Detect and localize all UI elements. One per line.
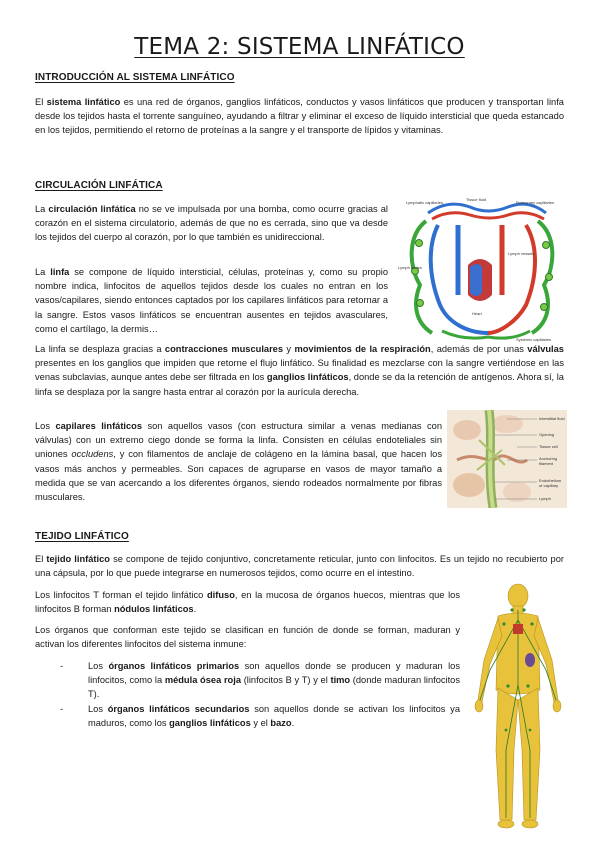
lymph-capillary-diagram [447,410,567,508]
circulation-paragraph-1: La circulación linfática no se ve impulsada por una bomba, como ocurre gracias al corazón en el sistema circulatorio, además de que no es cerrada, sino que va desde los tejidos del cuerpo al corazón, por lo que también es unidireccional. [35,204,388,243]
list-item: - Los órganos linfáticos primarios son aquellos donde se producen y maduran los linfocitos, como la médula ósea roja (linfocitos B y T) y el timo (donde maduran linfocitos T). [60,661,460,700]
human-lymphatic-body-figure [468,580,568,836]
intro-paragraph: El sistema linfático es una red de órganos, ganglios linfáticos, conductos y vasos linfáticos que producen y transportan linfa desde los tejidos hasta el torrente sanguíneo, ayudando a filtrar y eliminar el exceso de líquido intersticial que queda estancado en los tejidos, permitiendo el retorno de proteínas a la sangre y el transporte de lípidos y vitaminas. [35,97,564,136]
lymphatic-circulation-diagram [398,195,566,343]
capillary-label: of capillary [539,483,559,488]
capillary-label: filament [539,461,554,466]
diagram-label: Lymphatic capillaries [406,200,443,205]
capillary-label: Anchoring [539,456,558,461]
section-heading-circulation: CIRCULACIÓN LINFÁTICA [35,180,163,191]
diagram-label: Heart [472,311,482,316]
page-title: TEMA 2: SISTEMA LINFÁTICO [134,34,465,60]
tissue-paragraph-3: Los órganos que conforman este tejido se clasifican en función de donde se forman, maduran y activan los diferentes linfocitos del sistema inmune: [35,625,460,650]
circulation-paragraph-3: La linfa se desplaza gracias a contracciones musculares y movimientos de la respiración, además de por unas válvulas presentes en los ganglios que impiden que retorne el flujo linfático. Su finalidad es mezclarse con la sangre vertiéndose en las venas subclavias, aunque antes debe ser filtrada en los ganglios linfáticos, donde se da la retención de antígenos. Ahora sí, la linfa se desplaza por la sangre hasta entrar al corazón por la aurícula derecha. [35,344,564,397]
capillary-label: Interstitial fluid [539,416,565,421]
diagram-label: Tissue fluid [466,197,487,202]
section-heading-tissue: TEJIDO LINFÁTICO [35,531,129,542]
circulation-paragraph-4: Los capilares linfáticos son aquellos vasos (con estructura similar a venas medianas con válvulas) con un extremo ciego donde se forma la linfa. Consisten en células endoteliales sin uniones occludens, y con filamentos de anclaje de colágeno en la lámina basal, que hacen los vasos más anchos y permeables. Son capaces de agruparse en vasos de mayor tamaño a medida que se van acercando a los diferentes órganos, siendo rodeados normalmente por fibras musculares. [35,421,442,503]
circulation-paragraph-2: La linfa se compone de líquido intersticial, células, proteínas y, como su propio nombre indica, linfocitos de aquellos tejidos desde los cuales no entran en los vasos/capilares, siendo entonces captados por los capilares linfáticos para retornar a la sangre. Estos vasos linfáticos se encuentran ausentes en tejidos avasculares, como el cartílago, la dermis… [35,267,388,334]
tissue-paragraph-1: El tejido linfático se compone de tejido conjuntivo, concretamente reticular, junto con linfocitos. Es un tejido no recubierto por una cápsula, por lo que puede integrarse en numerosos tejidos, como ocurre en el intestino. [35,554,564,579]
capillary-label: Endothelium [539,478,562,483]
diagram-label: Lymph nodes [398,265,422,270]
list-item: - Los órganos linfáticos secundarios son aquellos donde se activan los linfocitos ya maduros, como los ganglios linfáticos y el bazo. [60,703,460,728]
capillary-label: Lymph [539,496,551,501]
diagram-label: Systemic capillaries [516,337,552,342]
lymph-organs-list [60,659,460,730]
diagram-label: Pulmonary capillaries [516,200,555,205]
capillary-label: Tissue cell [539,444,558,449]
diagram-label: Lymph vessels [508,251,535,256]
section-heading-intro: INTRODUCCIÓN AL SISTEMA LINFÁTICO [35,72,235,83]
capillary-label: Opening [539,432,555,437]
tissue-paragraph-2: Los linfocitos T forman el tejido linfático difuso, en la mucosa de órganos huecos, mientras que los linfocitos B forman nódulos linfáticos. [35,590,460,615]
